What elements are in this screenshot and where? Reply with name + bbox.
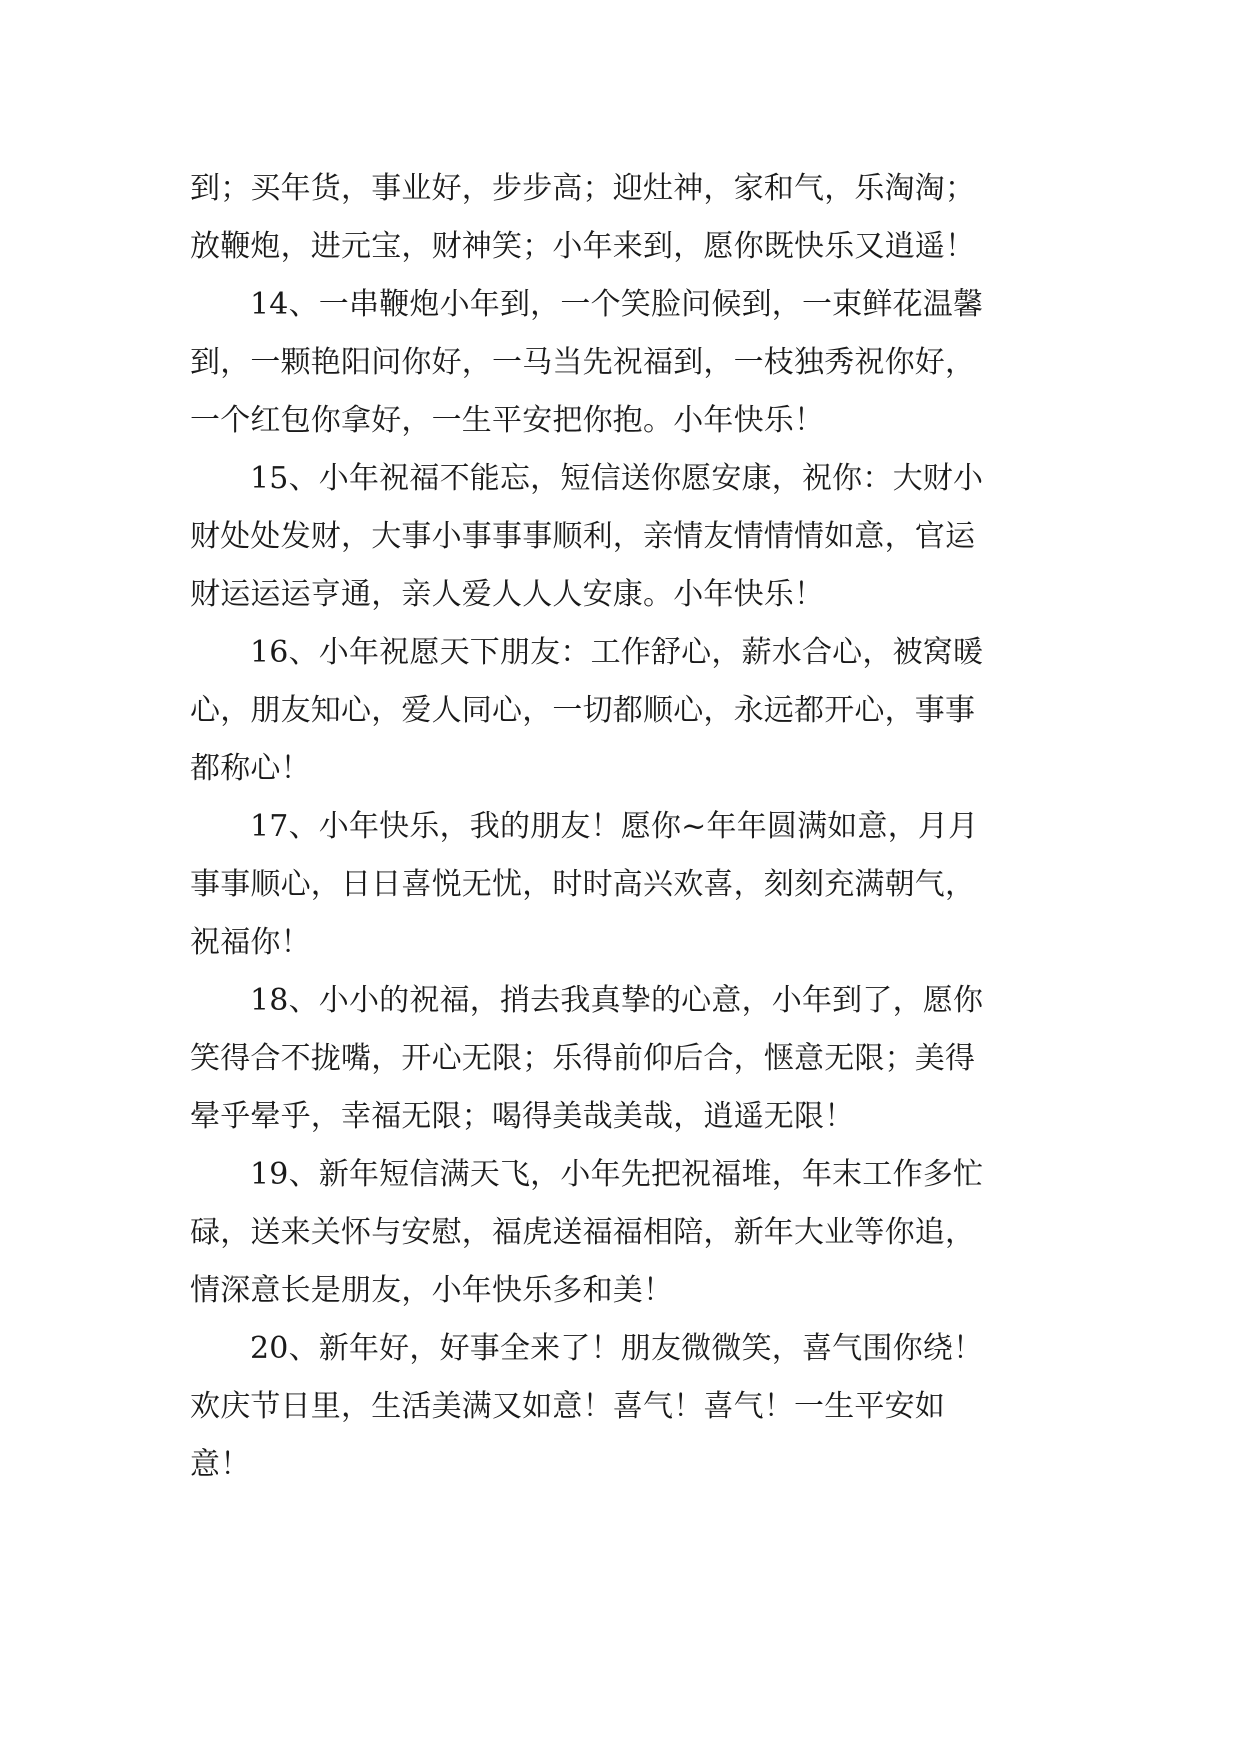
text-line: 到，一颗艳阳问你好，一马当先祝福到，一枝独秀祝你好， bbox=[190, 345, 976, 380]
paragraph-15-start: 15、小年祝福不能忘，短信送你愿安康，祝你：大财小 bbox=[250, 461, 984, 496]
text-line: 一个红包你拿好，一生平安把你抱。小年快乐！ bbox=[190, 403, 825, 438]
text-line: 财运运运亨通，亲人爱人人人安康。小年快乐！ bbox=[190, 577, 825, 612]
paragraph-16-start: 16、小年祝愿天下朋友：工作舒心，薪水合心，被窝暖 bbox=[250, 635, 984, 670]
text-line: 意！ bbox=[190, 1447, 251, 1482]
paragraph-18-start: 18、小小的祝福，捎去我真挚的心意，小年到了，愿你 bbox=[250, 983, 984, 1018]
text-line: 财处处发财，大事小事事事顺利，亲情友情情情如意，官运 bbox=[190, 519, 976, 554]
text-line: 碌，送来关怀与安慰，福虎送福福相陪，新年大业等你追， bbox=[190, 1215, 976, 1250]
text-line: 祝福你！ bbox=[190, 925, 311, 960]
text-line: 放鞭炮，进元宝，财神笑；小年来到，愿你既快乐又逍遥！ bbox=[190, 229, 976, 264]
paragraph-14-start: 14、一串鞭炮小年到，一个笑脸问候到，一束鲜花温馨 bbox=[250, 287, 984, 322]
text-line: 情深意长是朋友，小年快乐多和美！ bbox=[190, 1273, 674, 1308]
text-line: 心，朋友知心，爱人同心，一切都顺心，永远都开心，事事 bbox=[190, 693, 976, 728]
text-line: 都称心！ bbox=[190, 751, 311, 786]
text-line: 晕乎晕乎，幸福无限；喝得美哉美哉，逍遥无限！ bbox=[190, 1099, 855, 1134]
text-line: 事事顺心，日日喜悦无忧，时时高兴欢喜，刻刻充满朝气， bbox=[190, 867, 976, 902]
document-body bbox=[190, 160, 1060, 1494]
text-line: 笑得合不拢嘴，开心无限；乐得前仰后合，惬意无限；美得 bbox=[190, 1041, 976, 1076]
paragraph-17-start: 17、小年快乐，我的朋友！愿你~年年圆满如意，月月 bbox=[250, 809, 979, 844]
paragraph-19-start: 19、新年短信满天飞，小年先把祝福堆，年末工作多忙 bbox=[250, 1157, 984, 1192]
text-line: 到；买年货，事业好，步步高；迎灶神，家和气，乐淘淘； bbox=[190, 171, 976, 206]
text-line: 欢庆节日里，生活美满又如意！喜气！喜气！一生平安如 bbox=[190, 1389, 945, 1424]
paragraph-20-start: 20、新年好，好事全来了！朋友微微笑，喜气围你绕！ bbox=[250, 1331, 984, 1366]
